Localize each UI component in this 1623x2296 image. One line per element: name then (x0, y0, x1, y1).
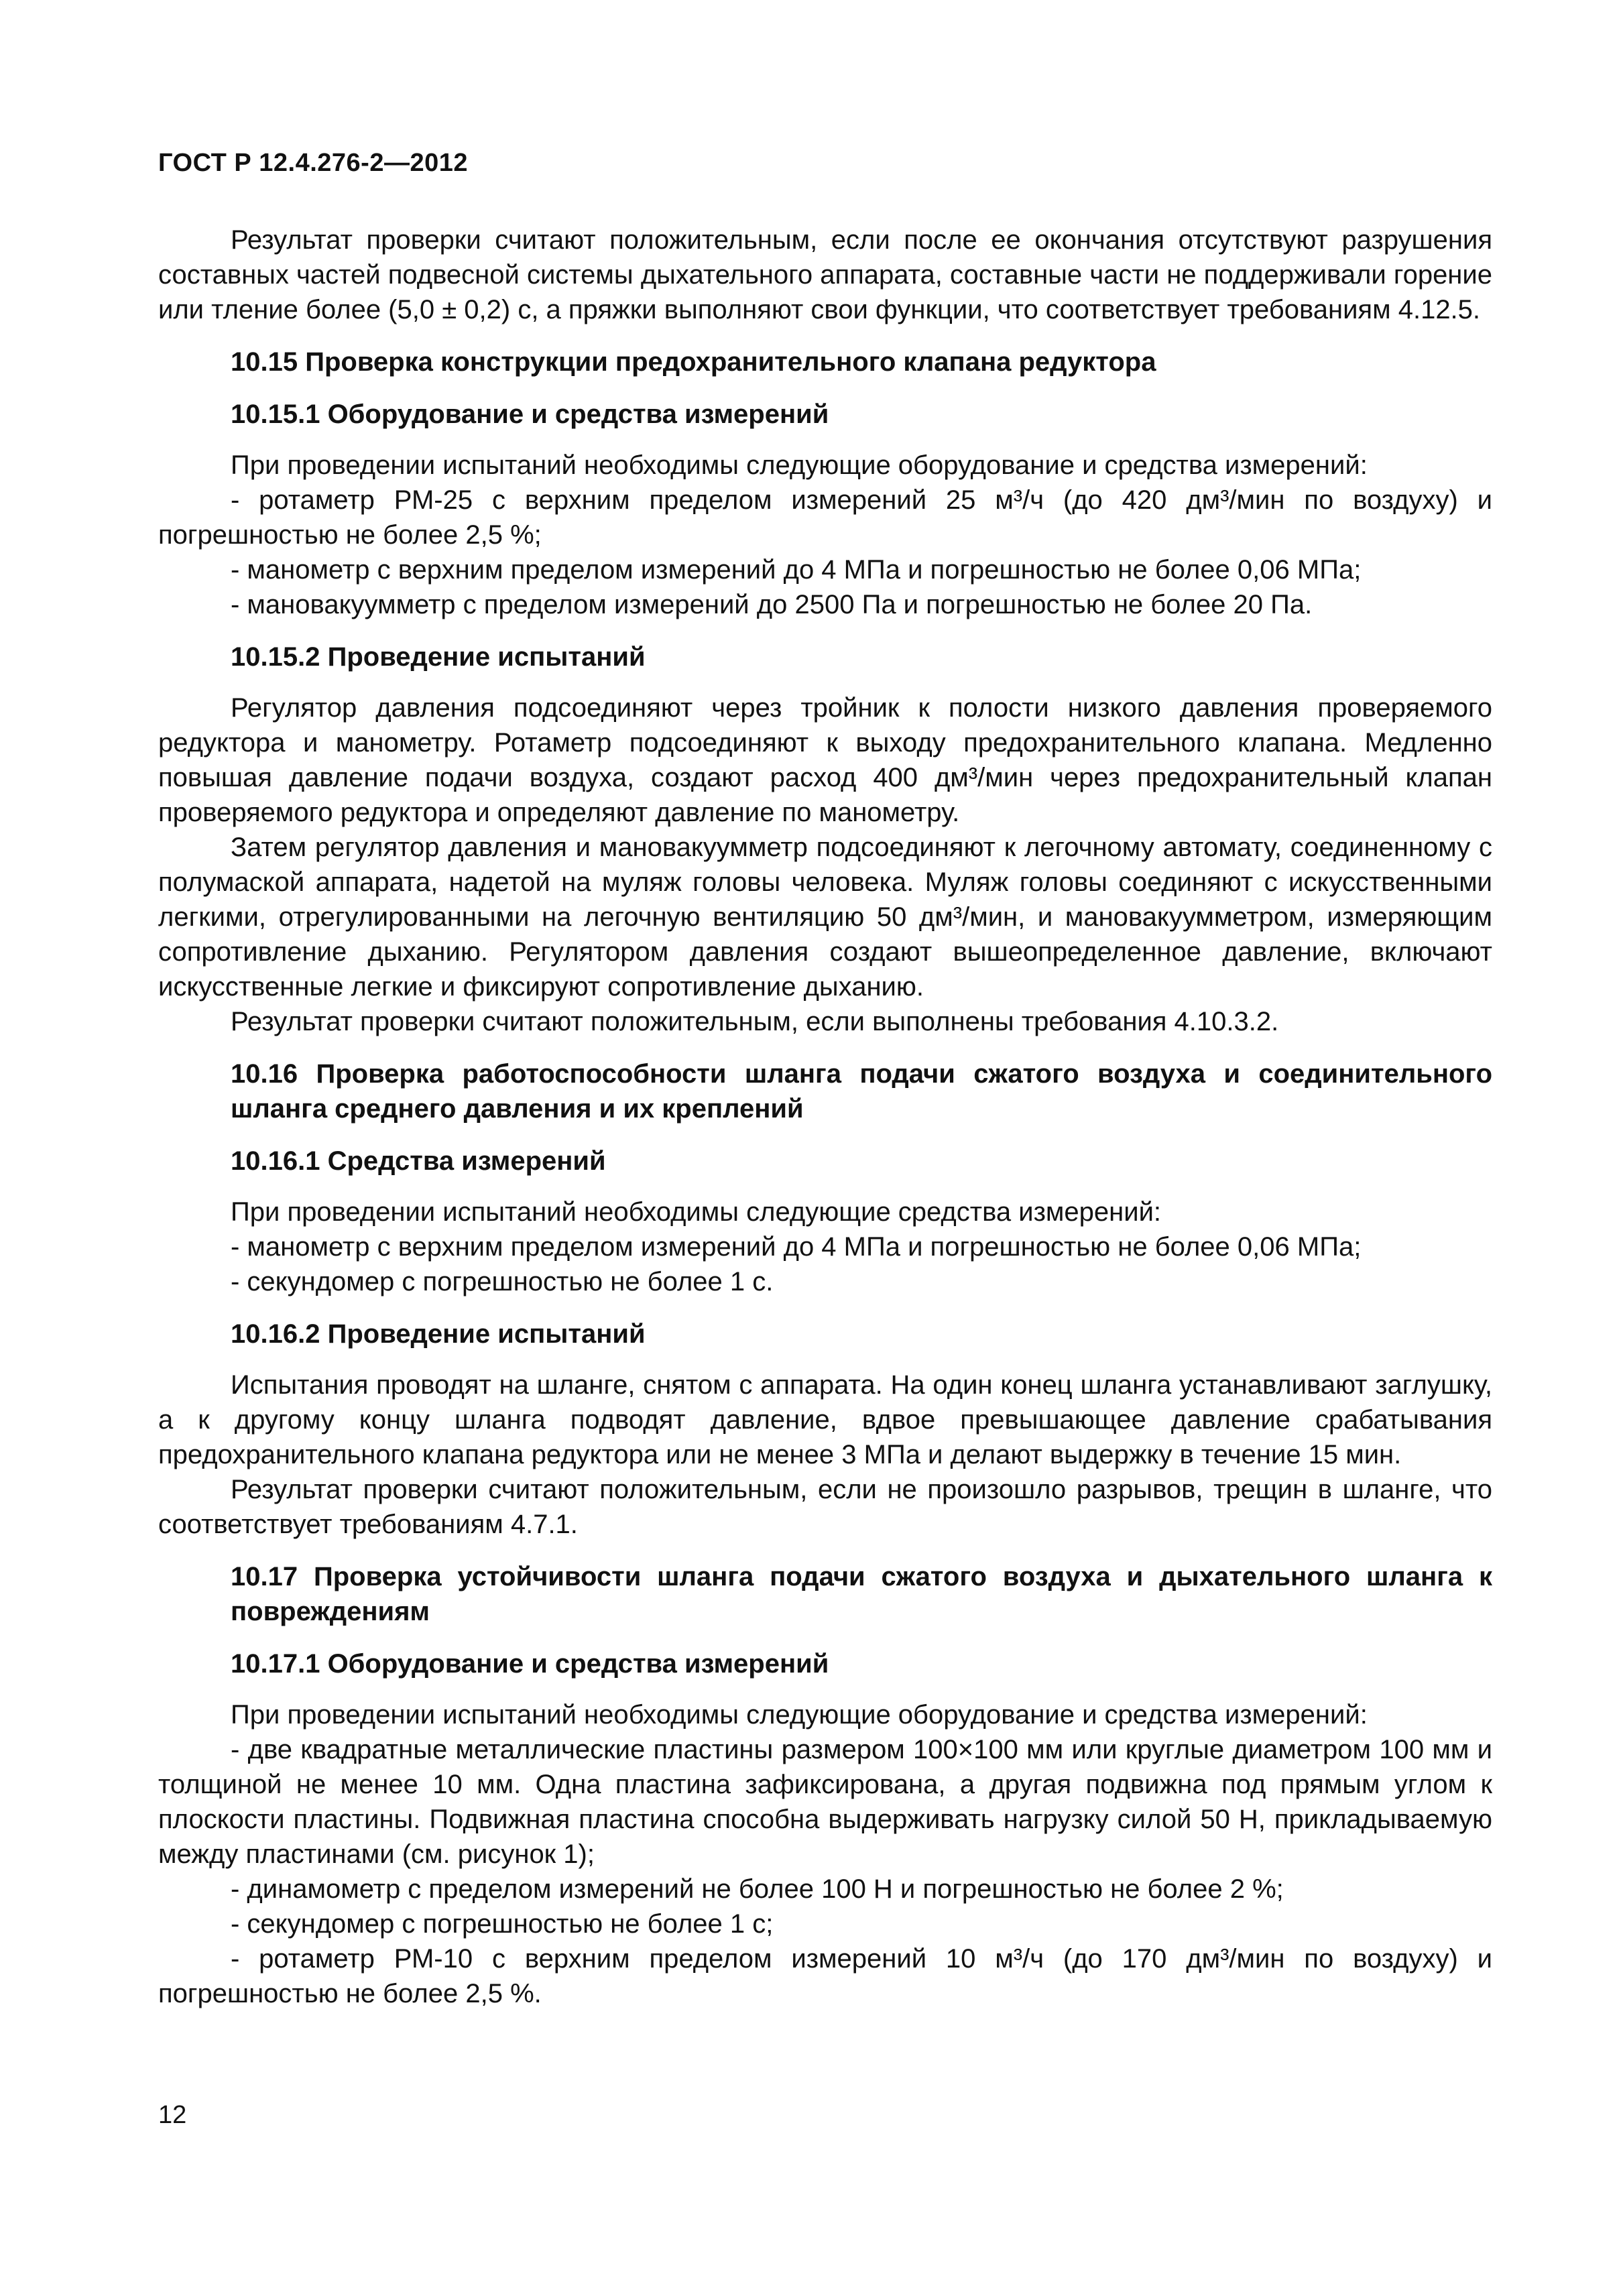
list-item: - динамометр с пределом измерений не более 100 Н и погрешностью не более 2 %; (231, 1874, 1284, 1904)
subsection-heading-10-15-1: 10.15.1 Оборудование и средства измерений (231, 400, 829, 429)
subsection-heading-10-15-2: 10.15.2 Проведение испытаний (231, 642, 646, 672)
subsection-heading-10-17-1: 10.17.1 Оборудование и средства измерений (231, 1649, 829, 1679)
list-item: - мановакуумметр с пределом измерений до 2500 Па и погрешностью не более 20 Па. (231, 590, 1313, 619)
paragraph: Регулятор давления подсоединяют через тройник к полости низкого давления проверяемого редуктора и манометру. Ротаметр подсоединяют к выходу предохранительного клапана. Медленно повышая давление подачи воздуха, создают расход 400 дм³/мин через предохранительный клапан проверяемого редуктора и определяют давление по манометру. (158, 693, 1492, 827)
list-item: - манометр с верхним пределом измерений до 4 МПа и погрешностью не более 0,06 МПа; (231, 1232, 1362, 1262)
list-item: - секундомер с погрешностью не более 1 с. (231, 1267, 774, 1296)
section-heading-10-16: 10.16 Проверка работоспособности шланга подачи сжатого воздуха и соединительного шланга среднего давления и их креплений (231, 1059, 1492, 1124)
subsection-heading-10-16-2: 10.16.2 Проведение испытаний (231, 1319, 646, 1349)
intro-paragraph: Результат проверки считают положительным, если после ее окончания отсутствуют разрушения составных частей подвесной системы дыхательного аппарата, составные части не поддерживали горение или тление более (5,0 ± 0,2) с, а пряжки выполняют свои функции, что соответствует требованиям 4.12.5. (158, 225, 1492, 324)
page-number: 12 (158, 2101, 187, 2129)
list-item: - манометр с верхним пределом измерений до 4 МПа и погрешностью не более 0,06 МПа; (231, 555, 1362, 585)
paragraph: При проведении испытаний необходимы следующие средства измерений: (231, 1197, 1162, 1227)
list-item: - ротаметр РМ-10 с верхним пределом измерений 10 м³/ч (до 170 дм³/мин по воздуху) и погрешностью не более 2,5 %. (158, 1944, 1492, 2008)
section-heading-10-15: 10.15 Проверка конструкции предохранительного клапана редуктора (231, 347, 1156, 377)
paragraph: Результат проверки считают положительным, если не произошло разрывов, трещин в шланге, что соответствует требованиям 4.7.1. (158, 1475, 1492, 1539)
paragraph: Испытания проводят на шланге, снятом с аппарата. На один конец шланга устанавливают заглушку, а к другому концу шланга подводят давление, вдвое превышающее давление срабатывания предохранительного клапана редуктора или не менее 3 МПа и делают выдержку в течение 15 мин. (158, 1370, 1492, 1469)
document-header: ГОСТ Р 12.4.276-2—2012 (158, 149, 469, 177)
list-item: - ротаметр РМ-25 с верхним пределом измерений 25 м³/ч (до 420 дм³/мин по воздуху) и погрешностью не более 2,5 %; (158, 485, 1492, 550)
paragraph: Результат проверки считают положительным, если выполнены требования 4.10.3.2. (231, 1007, 1279, 1036)
document-body (158, 223, 1492, 2011)
subsection-heading-10-16-1: 10.16.1 Средства измерений (231, 1146, 606, 1176)
paragraph: При проведении испытаний необходимы следующие оборудование и средства измерений: (231, 450, 1368, 480)
list-item: - две квадратные металлические пластины размером 100×100 мм или круглые диаметром 100 мм и толщиной не менее 10 мм. Одна пластина зафиксирована, а другая подвижна под прямым углом к плоскости пластины. Подвижная пластина способна выдерживать нагрузку силой 50 Н, прикладываемую между пластинами (см. рисунок 1); (158, 1735, 1492, 1869)
paragraph: Затем регулятор давления и мановакуумметр подсоединяют к легочному автомату, соединенному с полумаской аппарата, надетой на муляж головы человека. Муляж головы соединяют с искусственными легкими, отрегулированными на легочную вентиляцию 50 дм³/мин, и мановакуумметром, измеряющим сопротивление дыханию. Регулятором давления создают вышеопределенное давление, включают искусственные легкие и фиксируют сопротивление дыханию. (158, 833, 1492, 1002)
section-heading-10-17: 10.17 Проверка устойчивости шланга подачи сжатого воздуха и дыхательного шланга к повреждениям (231, 1562, 1492, 1626)
list-item: - секундомер с погрешностью не более 1 с; (231, 1909, 774, 1939)
paragraph: При проведении испытаний необходимы следующие оборудование и средства измерений: (231, 1700, 1368, 1730)
